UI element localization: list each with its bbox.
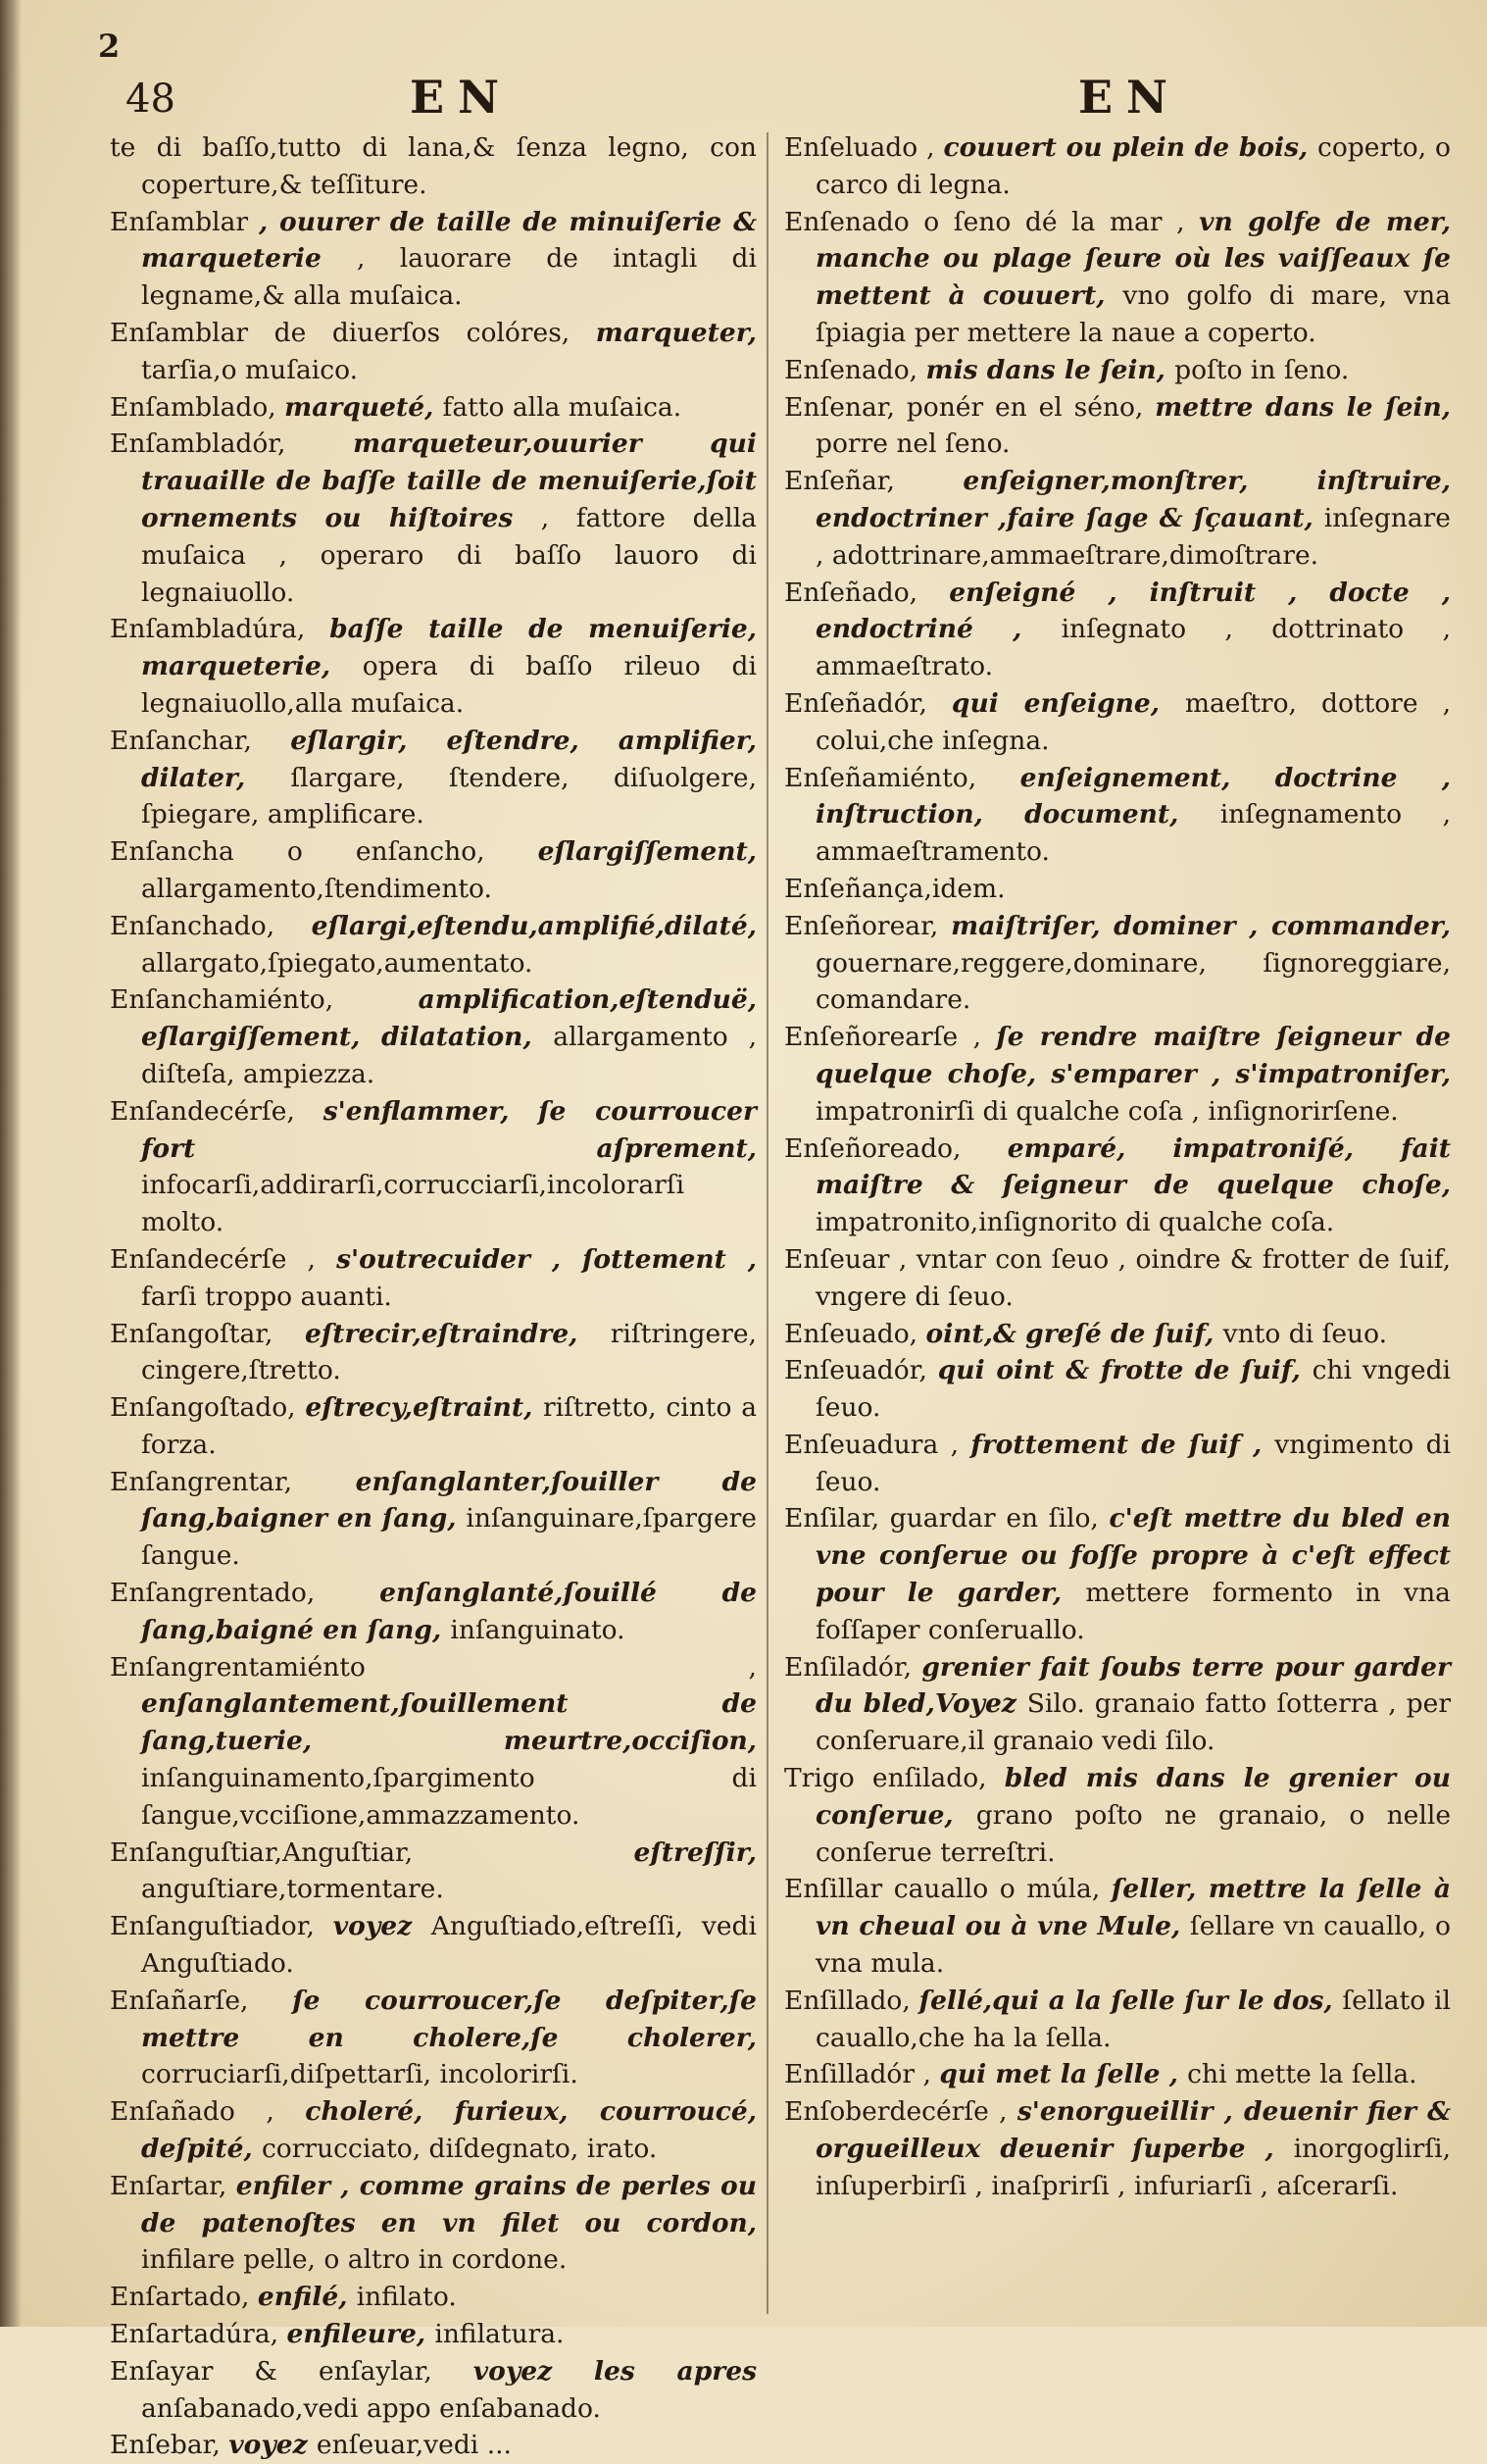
french-gloss: marqueteur,ouurier qui trauaille de baſſe taille de menuiſerie,ſoit ornements ou hiſtoires <box>141 428 757 533</box>
dictionary-entry <box>110 2093 757 2168</box>
italian-gloss: allargamento,ſtendimento. <box>141 873 492 904</box>
italian-gloss: corrucciato, diſdegnato, irato. <box>261 2134 658 2165</box>
french-gloss: eſlargi,eſtendu,amplifié,dilaté, <box>311 910 757 941</box>
dictionary-entry <box>784 760 1451 871</box>
italian-gloss: farſi troppo auanti. <box>141 1281 392 1312</box>
headword: Enſeluado , <box>784 132 944 163</box>
dictionary-entry <box>110 129 757 204</box>
corner-mark: 2 <box>98 27 121 65</box>
italian-gloss: riſtretto, cinto a forza. <box>141 1392 757 1460</box>
headword: Enſeuado, <box>784 1318 926 1349</box>
italian-gloss: enſeuar,vedi ... <box>316 2430 512 2461</box>
dictionary-entry <box>110 1241 757 1316</box>
headword: Enſañado , <box>110 2096 306 2128</box>
italian-gloss: riſtringere, cingere,ſtretto. <box>141 1318 757 1386</box>
headword: Enſiladór, <box>784 1651 922 1683</box>
french-gloss: grenier fait ſoubs terre pour garder du bled,Voyez <box>816 1651 1451 1720</box>
italian-gloss: mettere formento in vna foſſaper conſeruallo. <box>816 1578 1451 1645</box>
right-column <box>784 129 1451 2316</box>
dictionary-entry <box>110 2427 757 2464</box>
dictionary-entry <box>784 463 1451 574</box>
french-gloss: s'outrecuider , ſottement , <box>336 1243 758 1275</box>
french-gloss: ſe courroucer,ſe deſpiter,ſe mettre en cholere,ſe cholerer, <box>141 1985 757 2053</box>
italian-gloss: vnto di ſeuo. <box>1222 1318 1388 1349</box>
headword: Enſeñadór, <box>784 687 952 719</box>
dictionary-entry <box>110 1464 757 1575</box>
headword: Enſeñamiénto, <box>784 762 1020 793</box>
headword: Trigo enſilado, <box>784 1763 1005 1794</box>
french-gloss: vn golfe de mer, manche ou plage ſeure où les vaiſſeaux ſe mettent à couuert, <box>816 206 1451 312</box>
italian-gloss: ſlargare, ſtendere, diſuolgere, ſpiegare, amplificare. <box>141 762 757 830</box>
headword: Enſartadúra, <box>110 2319 287 2350</box>
headword: Enſebar, <box>110 2430 229 2461</box>
dictionary-entry <box>110 1389 757 1464</box>
french-gloss: eſlargir, eſtendre, amplifier, dilater, <box>141 725 757 793</box>
italian-gloss: te di baſſo,tutto di lana,& ſenza legno, con coperture,& teſſiture. <box>110 132 757 200</box>
headword: Enſenar, ponér en el séno, <box>784 391 1156 423</box>
headword: Enſambladúra, <box>110 614 330 645</box>
italian-gloss: infocarſi,addirarſi,corrucciarſi,incolorarſi molto. <box>141 1170 685 1238</box>
dictionary-entry <box>110 389 757 427</box>
headword: Enſambladór, <box>110 428 354 460</box>
french-gloss: enfiler , comme grains de perles ou de patenoſtes en vn filet ou cordon, <box>141 2170 757 2238</box>
french-gloss: ſe rendre maiſtre ſeigneur de quelque choſe, s'emparer , s'impatroniſer, <box>816 1022 1451 1089</box>
french-gloss: eſtrecir,eſtraindre, <box>305 1318 611 1349</box>
dictionary-entry <box>110 204 757 315</box>
headword: Enſamblar de diuerſos colóres, <box>110 317 596 348</box>
headword: Enſoberdecérſe , <box>784 2096 1017 2128</box>
dictionary-entry <box>110 611 757 722</box>
dictionary-entry <box>784 1983 1451 2057</box>
headword: Enſanchamiénto, <box>110 984 419 1016</box>
dictionary-entry <box>110 2168 757 2279</box>
headword: Enſayar & enſaylar, <box>110 2355 473 2387</box>
dictionary-entry <box>110 1835 757 1909</box>
headword: Enſenado o ſeno dé la mar , <box>784 206 1200 237</box>
italian-gloss: maeſtro, dottore , colui,che inſegna. <box>816 687 1452 756</box>
dictionary-entry <box>784 204 1451 352</box>
dictionary-entry <box>784 1241 1451 1316</box>
french-gloss: s'enflammer, ſe courroucer fort aſprement, <box>141 1095 757 1164</box>
page-number: 48 <box>125 76 175 122</box>
dictionary-entry <box>110 908 757 982</box>
french-gloss: enfilé, <box>257 2282 357 2313</box>
headword: Enſeñança,idem. <box>784 873 1006 904</box>
french-gloss: qui enſeigne, <box>951 687 1185 719</box>
italian-gloss: fatto alla muſaica. <box>442 391 682 423</box>
headword: Enſeuadura , <box>784 1429 971 1460</box>
dictionary-entry <box>110 1649 757 1835</box>
italian-gloss: poſto in ſeno. <box>1174 354 1350 385</box>
italian-gloss: impatronito,inſignorito di qualche coſa. <box>816 1207 1335 1238</box>
dictionary-entry <box>784 1352 1451 1427</box>
french-gloss: voyez les apres <box>472 2355 757 2387</box>
headword: Enſangrentamiénto , <box>110 1651 757 1683</box>
dictionary-entry <box>110 1575 757 1649</box>
dictionary-entry <box>110 1983 757 2093</box>
italian-gloss: inorgoglirſi, inſuperbirſi , inaſprirſi , infuriarſi , aſcerarſi. <box>816 2134 1451 2201</box>
french-gloss: enſanglanter,ſouiller de ſang,baigner en ſang, <box>141 1466 757 1534</box>
headword: Enſanguſtiador, <box>110 1911 333 1942</box>
french-gloss: emparé, impatroniſé, fait maiſtre & ſeigneur de quelque choſe, <box>816 1132 1451 1201</box>
italian-gloss: inſegnare , adottrinare,ammaeſtrare,dimoſtrare. <box>816 502 1451 571</box>
headword: Enſillado, <box>784 1985 919 2016</box>
italian-gloss: , lauorare de intagli di legname,& alla muſaica. <box>141 243 757 312</box>
headword: Enſeñorearſe , <box>784 1022 997 1053</box>
dictionary-entry <box>784 871 1451 908</box>
italian-gloss: porre nel ſeno. <box>816 428 1011 460</box>
headword: Enſañarſe, <box>110 1985 293 2016</box>
italian-gloss: vntar con ſeuo , oindre & frotter de ſuif, vngere di ſeuo. <box>816 1243 1451 1312</box>
dictionary-entry <box>784 1871 1451 1982</box>
headword: Enſeñorear, <box>784 910 952 941</box>
dictionary-entry <box>110 1093 757 1241</box>
italian-gloss: opera di baſſo rileuo di legnaiuollo,alla muſaica. <box>141 651 757 719</box>
dictionary-entry <box>784 1649 1451 1760</box>
italian-gloss: ſellato il cauallo,che ha la ſella. <box>816 1985 1451 2053</box>
headword: Enſilar, guardar en ſilo, <box>784 1503 1110 1534</box>
book-spine-shadow <box>0 0 22 2327</box>
french-gloss: qui met la ſelle , <box>939 2059 1188 2090</box>
headword: Enſilladór , <box>784 2059 940 2090</box>
dictionary-entry <box>784 1316 1451 1353</box>
headword: Enſeñar, <box>784 466 964 497</box>
headword: Enſeuadór, <box>784 1355 938 1386</box>
italian-gloss: Silo. granaio fatto ſotterra , per conſeruare,il granaio vedi ſilo. <box>816 1688 1451 1757</box>
running-head-left: EN <box>410 71 514 124</box>
italian-gloss: allargato,ſpiegato,aumentato. <box>141 947 533 979</box>
italian-gloss: inſanguinamento,ſpargimento di ſangue,vcciſione,ammazzamento. <box>141 1763 757 1831</box>
dictionary-entry <box>784 1760 1451 1871</box>
french-gloss: voyez <box>332 1911 431 1942</box>
headword: Enſanchar, <box>110 725 291 756</box>
french-gloss: mettre dans le ſein, <box>1155 391 1451 423</box>
dictionary-entry <box>784 389 1451 464</box>
headword: Enſangoſtado, <box>110 1392 306 1424</box>
french-gloss: frottement de ſuif , <box>970 1429 1275 1460</box>
dictionary-entry <box>784 908 1451 1019</box>
french-gloss: enſeigner,monſtrer, inſtruire, endoctriner ,faire ſage & ſçauant, <box>816 466 1451 533</box>
headword: Enſandecérſe, <box>110 1095 323 1127</box>
french-gloss: baſſe taille de menuiſerie, marqueterie, <box>141 614 757 682</box>
italian-gloss: infilare pelle, o altro in cordone. <box>141 2244 568 2276</box>
french-gloss: ſellé,qui a la ſelle ſur le dos, <box>918 1985 1343 2016</box>
dictionary-entry <box>110 723 757 833</box>
dictionary-entry <box>110 426 757 611</box>
dictionary-entry <box>784 1427 1451 1501</box>
french-gloss: enſeigné , inſtruit , docte , endoctriné , <box>816 577 1451 645</box>
headword: Enſamblado, <box>110 391 285 423</box>
italian-gloss: corruciarſi,diſpettarſi, incolorirſi. <box>141 2059 578 2090</box>
italian-gloss: vno golfo di mare, vna ſpiagia per mettere la naue a coperto. <box>816 280 1452 348</box>
italian-gloss: ſellare vn cauallo, o vna mula. <box>816 1911 1451 1980</box>
dictionary-entry <box>110 2316 757 2353</box>
french-gloss: qui oint & frotte de ſuif, <box>937 1355 1313 1386</box>
french-gloss: voyez <box>228 2430 317 2461</box>
french-gloss: c'eſt mettre du bled en vne conſerue ou foſſe propre à c'eſt effect pour le garder, <box>816 1503 1451 1609</box>
french-gloss: couuert ou plein de bois, <box>943 132 1317 163</box>
headword: Enſillar cauallo o múla, <box>784 1874 1112 1905</box>
italian-gloss: inſanguinare,ſpargere ſangue. <box>141 1503 757 1572</box>
dictionary-entry <box>784 352 1451 389</box>
dictionary-entry <box>110 2279 757 2316</box>
french-gloss: ſeller, mettre la ſelle à vn cheual ou à vne Mule, <box>816 1874 1451 1942</box>
italian-gloss: inſegnamento , ammaeſtramento. <box>816 799 1451 868</box>
italian-gloss: anſabanado,vedi appo enſabanado. <box>141 2392 601 2424</box>
italian-gloss: anguſtiare,tormentare. <box>141 1874 444 1905</box>
dictionary-entry <box>110 981 757 1092</box>
italian-gloss: gouernare,reggere,dominare, ſignoreggiare, comandare. <box>816 947 1451 1016</box>
dictionary-entry <box>110 1316 757 1390</box>
italian-gloss: , fattore della muſaica , operaro di baſſo lauoro di legnaiuollo. <box>141 502 757 608</box>
headword: Enſancha o enſancho, <box>110 836 538 868</box>
dictionary-entry <box>784 685 1451 760</box>
dictionary-entry <box>110 2353 757 2428</box>
dictionary-entry <box>784 1500 1451 1648</box>
french-gloss: eſtreſſir, <box>633 1836 757 1868</box>
dictionary-entry <box>784 1131 1451 1241</box>
running-head-right: EN <box>1078 71 1182 124</box>
dictionary-entry <box>110 833 757 908</box>
french-gloss: eſtrecy,eſtraint, <box>305 1392 543 1424</box>
dictionary-entry <box>784 1019 1451 1130</box>
dictionary-entry <box>110 1908 757 1983</box>
french-gloss: enſanglanté,ſouillé de ſang,baigné en ſang, <box>141 1578 757 1645</box>
french-gloss: amplification,eſtenduë, eſlargiſſement, dilatation, <box>141 984 757 1053</box>
italian-gloss: inſegnato , dottrinato , ammaeſtrato. <box>816 614 1451 682</box>
italian-gloss: allargamento , diſteſa, ampiezza. <box>141 1022 757 1089</box>
french-gloss: maiſtriſer, dominer , commander, <box>951 910 1451 941</box>
italian-gloss: inſanguinato. <box>450 1614 625 1645</box>
french-gloss: marqueté, <box>284 391 443 423</box>
column-divider <box>767 132 768 2314</box>
italian-gloss: chi vngedi ſeuo. <box>816 1355 1452 1424</box>
headword: Enſandecérſe , <box>110 1243 337 1275</box>
french-gloss: enfileure, <box>286 2319 435 2350</box>
italian-gloss: chi mette la ſella. <box>1187 2059 1417 2090</box>
headword: Enſartar, <box>110 2170 236 2201</box>
french-gloss: oint,& greſé de ſuif, <box>925 1318 1223 1349</box>
french-gloss: enſanglantement,ſouillement de ſang,tuerie, meurtre,occiſion, <box>141 1688 757 1757</box>
dictionary-entry <box>784 2093 1451 2204</box>
french-gloss: s'enorgueillir , deuenir fier & orgueilleux deuenir ſuperbe , <box>816 2096 1451 2165</box>
dictionary-entry <box>784 2056 1451 2093</box>
french-gloss: bled mis dans le grenier ou conſerue, <box>816 1763 1451 1831</box>
dictionary-entry <box>784 129 1451 204</box>
french-gloss: choleré, furieux, courroucé, deſpité, <box>141 2096 757 2165</box>
italian-gloss: infilato. <box>356 2282 457 2313</box>
headword: Enſangrentar, <box>110 1466 356 1497</box>
headword: Enſanguſtiar,Anguſtiar, <box>110 1836 634 1868</box>
headword: Enſamblar <box>110 206 260 237</box>
italian-gloss: coperto, o carco di legna. <box>816 132 1452 200</box>
headword: Enſenado, <box>784 354 926 385</box>
headword: Enſeñado, <box>784 577 950 608</box>
french-gloss: mis dans le ſein, <box>925 354 1175 385</box>
headword: Enſeñoreado, <box>784 1132 1008 1164</box>
italian-gloss: infilatura. <box>434 2319 565 2350</box>
headword: Enſangoſtar, <box>110 1318 306 1349</box>
left-column <box>110 129 758 2461</box>
headword: Enſeuar , <box>784 1243 917 1275</box>
french-gloss: enſeignement, doctrine , inſtruction, document, <box>816 762 1451 830</box>
dictionary-entry <box>110 315 757 389</box>
french-gloss: eſlargiſſement, <box>537 836 757 868</box>
italian-gloss: tarſia,o muſaico. <box>141 354 359 385</box>
italian-gloss: vngimento di ſeuo. <box>816 1429 1452 1497</box>
italian-gloss: Anguſtiado,eſtreſſi, vedi Anguſtiado. <box>141 1911 757 1980</box>
headword: Enſanchado, <box>110 910 312 941</box>
dictionary-entry <box>784 575 1451 685</box>
headword: Enſartado, <box>110 2282 258 2313</box>
french-gloss: marqueter, <box>595 317 757 348</box>
headword: Enſangrentado, <box>110 1578 380 1609</box>
italian-gloss: impatronirſi di qualche coſa , inſignorirſene. <box>816 1095 1399 1127</box>
french-gloss: , ouurer de taille de minuiſerie & marqueterie <box>141 206 758 275</box>
italian-gloss: grano poſto ne granaio, o nelle conſerue terreſtri. <box>816 1799 1451 1868</box>
